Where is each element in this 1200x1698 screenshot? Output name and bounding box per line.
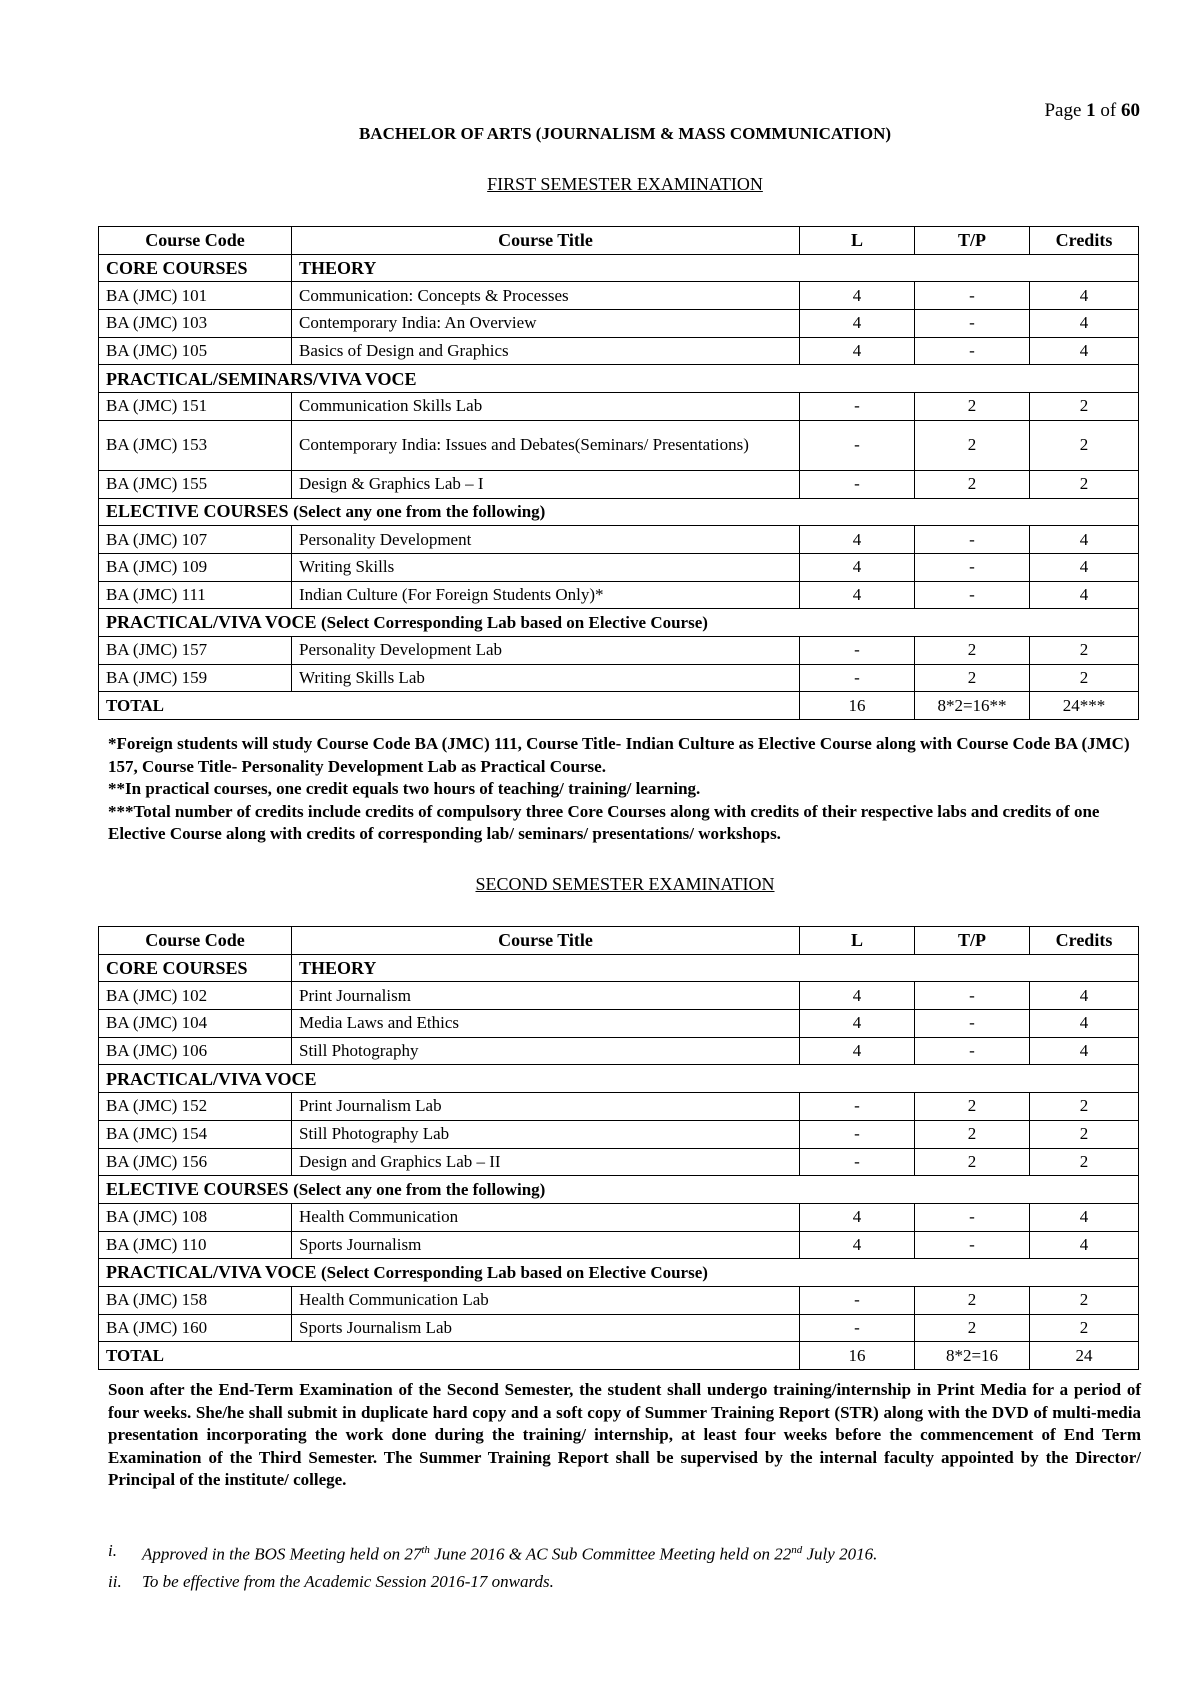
tutorial-practical-hours: - [915,1010,1030,1038]
practical-section-row [99,1065,1139,1093]
tutorial-practical-hours: - [915,526,1030,554]
credits-header: Credits [1030,927,1139,955]
course-code: BA (JMC) 158 [99,1286,292,1314]
credits: 2 [1030,1120,1139,1148]
table-row [99,636,1139,664]
tutorial-practical-hours: 2 [915,393,1030,421]
course-code: BA (JMC) 101 [99,282,292,310]
tutorial-practical-hours: 2 [915,664,1030,692]
section-note: (Select Corresponding Lab based on Elective Course) [321,613,708,633]
credits: 4 [1030,310,1139,338]
second-semester-heading: SECOND SEMESTER EXAMINATION [475,874,775,894]
total-label: TOTAL [99,692,800,720]
course-code: BA (JMC) 155 [99,470,292,498]
course-title: Basics of Design and Graphics [292,337,800,365]
table-row [99,581,1139,609]
course-title: Health Communication Lab [292,1286,800,1314]
course-title: Writing Skills [292,553,800,581]
tutorial-practical-header: T/P [915,227,1030,255]
table-row [99,282,1139,310]
table-row [99,337,1139,365]
credits: 4 [1030,581,1139,609]
credits: 2 [1030,636,1139,664]
course-code: BA (JMC) 160 [99,1314,292,1342]
lecture-hours: - [800,1286,915,1314]
course-title: Personality Development [292,526,800,554]
footnotes [108,1537,1141,1595]
elective-lab-section-row [99,609,1139,637]
total-lecture: 16 [800,1342,915,1370]
lecture-hours: 4 [800,526,915,554]
table-header-row [99,227,1139,255]
lecture-hours: 4 [800,553,915,581]
credits: 2 [1030,1286,1139,1314]
total-row [99,692,1139,720]
table-row [99,310,1139,338]
course-title-header: Course Title [292,227,800,255]
credits: 2 [1030,420,1139,470]
training-paragraph: Soon after the End-Term Examination of the Second Semester, the student shall undergo training/internship in Print Media for a period of four weeks. She/he shall submit in duplicate hard copy and a soft copy of Summer Training Report (STR) along with the DVD of multi-media presentation incorporating the work done during the training/ internship, at least four weeks before the commencement of End Term Examination of the Third Semester. The Summer Training Report shall be supervised by the internal faculty appointed by the Director/ Principal of the institute/ college. [108,1380,1141,1489]
credits: 4 [1030,337,1139,365]
table-row [99,1286,1139,1314]
course-title: Communication: Concepts & Processes [292,282,800,310]
tutorial-practical-hours: - [915,581,1030,609]
section-note: (Select Corresponding Lab based on Elective Course) [321,1263,708,1283]
lecture-hours: - [800,1120,915,1148]
credits: 4 [1030,982,1139,1010]
course-code: BA (JMC) 154 [99,1120,292,1148]
course-title: Still Photography Lab [292,1120,800,1148]
course-code: BA (JMC) 110 [99,1231,292,1259]
tutorial-practical-hours: - [915,337,1030,365]
note-practical-credit: **In practical courses, one credit equals two hours of teaching/ training/ learning. [108,779,701,798]
course-title: Sports Journalism [292,1231,800,1259]
course-title: Contemporary India: An Overview [292,310,800,338]
table-row [99,470,1139,498]
elective-section-row [99,498,1139,526]
credits: 2 [1030,664,1139,692]
table-row [99,393,1139,421]
table-row [99,526,1139,554]
tutorial-practical-hours: 2 [915,1120,1030,1148]
first-semester-heading: FIRST SEMESTER EXAMINATION [487,174,763,194]
tutorial-practical-hours: 2 [915,470,1030,498]
section-title: PRACTICAL/SEMINARS/VIVA VOCE [106,368,417,389]
total-lecture: 16 [800,692,915,720]
elective-section-row [99,1176,1139,1204]
credits: 2 [1030,1314,1139,1342]
table-row [99,982,1139,1010]
course-title: Still Photography [292,1037,800,1065]
lecture-hours: 4 [800,982,915,1010]
tutorial-practical-hours: - [915,310,1030,338]
total-row [99,1342,1139,1370]
tutorial-practical-hours: 2 [915,420,1030,470]
section-note: (Select any one from the following) [293,1180,546,1200]
total-credits: 24 [1030,1342,1139,1370]
section-note: (Select any one from the following) [293,502,546,522]
credits: 4 [1030,1231,1139,1259]
tutorial-practical-hours: - [915,1231,1030,1259]
table-header-row [99,927,1139,955]
elective-lab-section-row-label [99,1259,1139,1287]
credits: 2 [1030,470,1139,498]
tutorial-practical-header: T/P [915,927,1030,955]
elective-section-row-label [99,498,1139,526]
lecture-hours: 4 [800,282,915,310]
tutorial-practical-hours: 2 [915,1148,1030,1176]
lecture-hours: - [800,664,915,692]
table-row [99,1203,1139,1231]
lecture-hours: 4 [800,1037,915,1065]
total-label: TOTAL [99,1342,800,1370]
course-title: Design and Graphics Lab – II [292,1148,800,1176]
lecture-hours: 4 [800,581,915,609]
course-code-header: Course Code [99,227,292,255]
table-row [99,420,1139,470]
table-row [99,1148,1139,1176]
course-code: BA (JMC) 102 [99,982,292,1010]
practical-section-row-label [99,1065,1139,1093]
first-semester-table [98,226,1139,720]
table-row [99,1010,1139,1038]
tutorial-practical-hours: 2 [915,636,1030,664]
tutorial-practical-hours: 2 [915,1286,1030,1314]
tutorial-practical-hours: - [915,1203,1030,1231]
credits: 2 [1030,1093,1139,1121]
total-credits: 24*** [1030,692,1139,720]
core-courses-row [99,254,1139,282]
section-title: PRACTICAL/VIVA VOCE [106,612,317,633]
section-title: PRACTICAL/VIVA VOCE [106,1068,317,1089]
credits: 2 [1030,393,1139,421]
tutorial-practical-hours: 2 [915,1093,1030,1121]
section-title: ELECTIVE COURSES [106,1179,289,1200]
page-number: Page 1 of 60 [1044,100,1140,121]
credits: 4 [1030,282,1139,310]
tutorial-practical-hours: - [915,982,1030,1010]
first-semester-notes [108,733,1141,846]
core-courses-label: CORE COURSES [99,254,292,282]
credits: 4 [1030,553,1139,581]
lecture-hours: - [800,420,915,470]
course-title: Sports Journalism Lab [292,1314,800,1342]
credits: 4 [1030,526,1139,554]
lecture-hours: - [800,470,915,498]
lecture-hours: 4 [800,337,915,365]
core-courses-label: CORE COURSES [99,954,292,982]
lecture-hours: 4 [800,1010,915,1038]
course-code: BA (JMC) 159 [99,664,292,692]
tutorial-practical-hours: - [915,1037,1030,1065]
course-code: BA (JMC) 151 [99,393,292,421]
theory-label: THEORY [292,954,1139,982]
lecture-header: L [800,227,915,255]
course-title: Personality Development Lab [292,636,800,664]
course-code: BA (JMC) 153 [99,420,292,470]
course-title: Print Journalism [292,982,800,1010]
credits-header: Credits [1030,227,1139,255]
theory-label: THEORY [292,254,1139,282]
elective-section-row-label [99,1176,1139,1204]
course-code: BA (JMC) 109 [99,553,292,581]
lecture-hours: - [800,636,915,664]
table-row [99,1314,1139,1342]
course-title: Indian Culture (For Foreign Students Only)* [292,581,800,609]
course-code: BA (JMC) 106 [99,1037,292,1065]
table-row [99,1120,1139,1148]
note-foreign-students: *Foreign students will study Course Code BA (JMC) 111, Course Title- Indian Culture as Elective Course along with Course Code BA (JMC) 157, Course Title- Personality Development Lab as Practical Course. [108,734,1130,776]
credits: 2 [1030,1148,1139,1176]
course-title-header: Course Title [292,927,800,955]
lecture-hours: - [800,1314,915,1342]
document-title: BACHELOR OF ARTS (JOURNALISM & MASS COMMUNICATION) [358,124,892,143]
note-total-credits: ***Total number of credits include credits of compulsory three Core Courses along with credits of their respective labs and credits of one Elective Course along with credits of corresponding lab/ seminars/ presentations/ workshops. [108,801,1100,843]
lecture-hours: - [800,1148,915,1176]
course-code: BA (JMC) 157 [99,636,292,664]
total-tutorial-practical: 8*2=16 [915,1342,1030,1370]
course-title: Communication Skills Lab [292,393,800,421]
table-row [99,1231,1139,1259]
lecture-hours: - [800,393,915,421]
course-title: Contemporary India: Issues and Debates(Seminars/ Presentations) [292,420,800,470]
course-code: BA (JMC) 156 [99,1148,292,1176]
lecture-hours: 4 [800,1203,915,1231]
course-code: BA (JMC) 111 [99,581,292,609]
course-title: Media Laws and Ethics [292,1010,800,1038]
course-code: BA (JMC) 152 [99,1093,292,1121]
core-courses-row [99,954,1139,982]
lecture-hours: 4 [800,1231,915,1259]
course-code-header: Course Code [99,927,292,955]
total-tutorial-practical: 8*2=16** [915,692,1030,720]
tutorial-practical-hours: - [915,553,1030,581]
footnote-effective: ii. To be effective from the Academic Session 2016-17 onwards. [108,1571,554,1591]
credits: 4 [1030,1037,1139,1065]
footnote-approval: i. Approved in the BOS Meeting held on 27th June 2016 & AC Sub Committee Meeting held on 22nd July 2016. [108,1541,878,1564]
credits: 4 [1030,1203,1139,1231]
course-title: Print Journalism Lab [292,1093,800,1121]
practical-section-row-label [99,365,1139,393]
course-title: Design & Graphics Lab – I [292,470,800,498]
course-code: BA (JMC) 107 [99,526,292,554]
credits: 4 [1030,1010,1139,1038]
tutorial-practical-hours: - [915,282,1030,310]
course-code: BA (JMC) 104 [99,1010,292,1038]
course-title: Writing Skills Lab [292,664,800,692]
practical-section-row [99,365,1139,393]
elective-lab-section-row [99,1259,1139,1287]
section-title: ELECTIVE COURSES [106,501,289,522]
tutorial-practical-hours: 2 [915,1314,1030,1342]
course-title: Health Communication [292,1203,800,1231]
course-code: BA (JMC) 105 [99,337,292,365]
elective-lab-section-row-label [99,609,1139,637]
table-row [99,664,1139,692]
table-row [99,553,1139,581]
second-semester-table [98,926,1139,1370]
lecture-header: L [800,927,915,955]
lecture-hours: - [800,1093,915,1121]
table-row [99,1037,1139,1065]
table-row [99,1093,1139,1121]
course-code: BA (JMC) 108 [99,1203,292,1231]
course-code: BA (JMC) 103 [99,310,292,338]
lecture-hours: 4 [800,310,915,338]
section-title: PRACTICAL/VIVA VOCE [106,1262,317,1283]
